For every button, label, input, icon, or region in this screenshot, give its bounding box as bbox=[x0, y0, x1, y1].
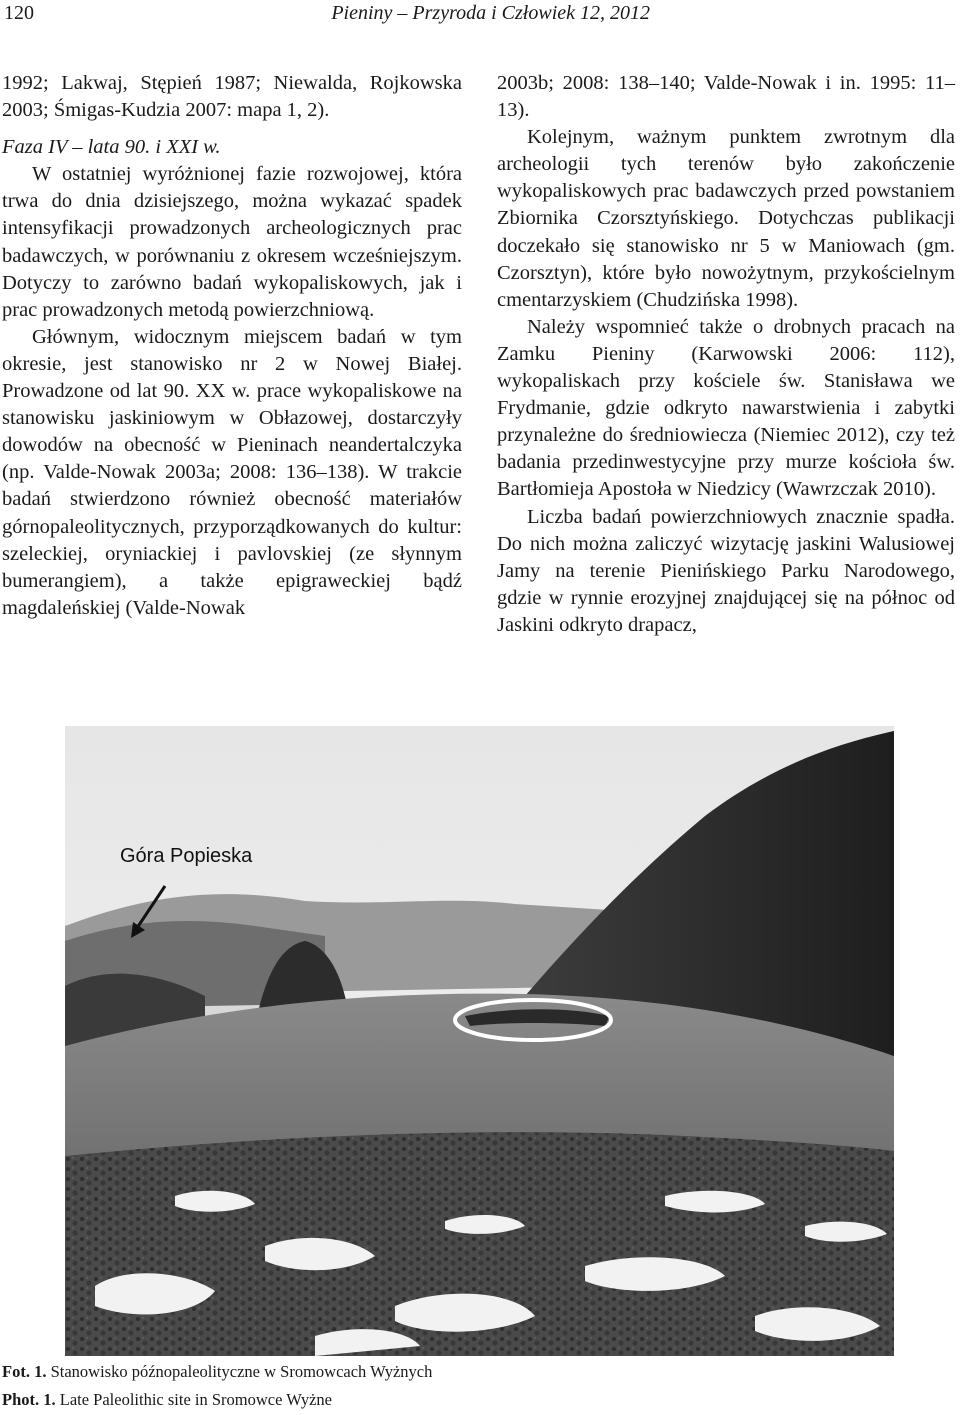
landscape-photo bbox=[65, 726, 894, 1356]
photo-label: Góra Popieska bbox=[120, 845, 253, 867]
paragraph: W ostatniej wyróżnionej fazie rozwojowej, która trwa do dnia dzisiejszego, można wykazać spadek intensyfikacji prowadzonych archeologicznych prac badawczych, w porównaniu z okresem wcześniejszym. Dotyczy to zarówno badań wykopaliskowych, jak i prac prowadzonych metodą powierzchniową. bbox=[2, 163, 462, 321]
figure-photo bbox=[65, 726, 894, 1356]
page-header bbox=[0, 0, 960, 30]
section-heading: Faza IV – lata 90. i XXI w. bbox=[2, 136, 221, 159]
running-head: Pieniny – Przyroda i Człowiek 12, 2012 bbox=[331, 2, 650, 24]
paragraph: 1992; Lakwaj, Stępień 1987; Niewalda, Rojkowska 2003; Śmigas-Kudzia 2007: mapa 1, 2). bbox=[2, 72, 462, 122]
paragraph: Głównym, widocznym miejscem badań w tym okresie, jest stanowisko nr 2 w Nowej Białej. Prowadzone od lat 90. XX w. prace wykopaliskowe na stanowisku jaskiniowym w Obłazowej, dostarczyły dowodów na obecność w Pieninach neandertalczyka (np. Valde-Nowak 2003a; 2008: 136–138). W trakcie badań stwierdzono również obecność materiałów górnopaleolitycznych, przyporządkowanych do kultur: szeleckiej, oryniackiej i pavlovskiej (ze słynnym bumerangiem), a także epigraweckiej bądź magdaleńskiej (Valde-Nowak bbox=[2, 325, 462, 619]
figure-caption-en bbox=[2, 1390, 332, 1410]
paragraph: Liczba badań powierzchniowych znacznie spadła. Do nich można zaliczyć wizytację jaskini Walusiowej Jamy na terenie Pienińskiego Parku Narodowego, gdzie w rynnie erozyjnej znajdującej się na północ od Jaskini odkryto drapacz, bbox=[497, 505, 955, 636]
right-column bbox=[497, 70, 955, 639]
caption-text: Stanowisko późnopaleolityczne w Sromowcach Wyżnych bbox=[50, 1362, 433, 1381]
paragraph: Kolejnym, ważnym punktem zwrotnym dla archeologii tych terenów było zakończenie wykopaliskowych prac badawczych przed powstaniem Zbiornika Czorsztyńskiego. Dotychczas publikacji doczekało się stanowisko nr 5 w Maniowach (gm. Czorsztyn), które było nowożytnym, przykościelnym cmentarzyskiem (Chudzińska 1998). bbox=[497, 126, 955, 311]
left-column bbox=[2, 70, 462, 622]
paragraph: Należy wspomnieć także o drobnych pracach na Zamku Pieniny (Karwowski 2006: 112), wykopaliskach przy kościele św. Stanisława we Frydmanie, gdzie odkryto nawarstwienia i zabytki przynależne do średniowiecza (Niemiec 2012), czy też badania przedinwestycyjne przy murze kościoła św. Bartłomieja Apostoła w Niedzicy (Wawrzczak 2010). bbox=[497, 315, 955, 501]
figure-caption-pl bbox=[2, 1362, 432, 1382]
caption-number: Fot. 1. bbox=[2, 1362, 47, 1381]
paragraph: 2003b; 2008: 138–140; Valde-Nowak i in. 1995: 11–13). bbox=[497, 72, 955, 122]
caption-number: Phot. 1. bbox=[2, 1390, 56, 1409]
caption-text: Late Paleolithic site in Sromowce Wyżne bbox=[59, 1390, 332, 1409]
page-number: 120 bbox=[4, 2, 34, 24]
